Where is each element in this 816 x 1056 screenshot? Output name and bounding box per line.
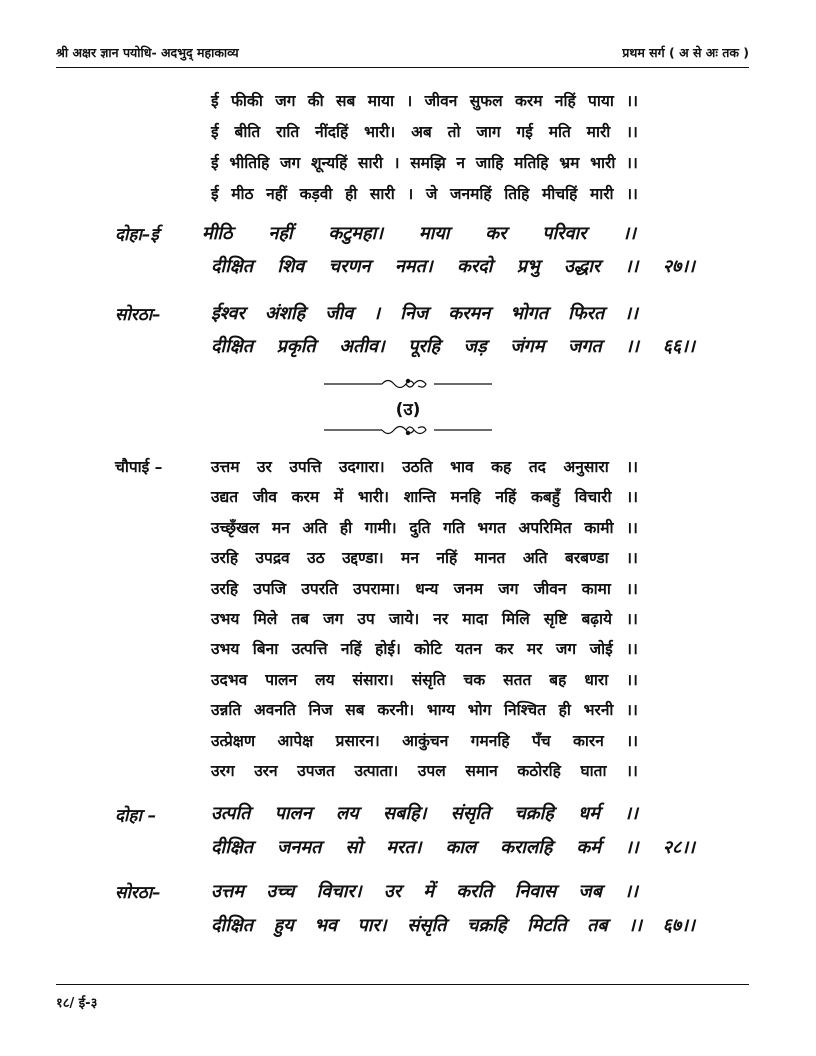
chaupai-line: उभय बिना उत्पत्ति नहिं होई। कोटि यतन कर मर जग जोई ।। <box>211 640 638 659</box>
soratha2-line: उत्तम उच्च विचार। उर में करति निवास जब ।। <box>211 881 638 902</box>
doha1-label: दोहा–ई <box>115 225 159 245</box>
doha1-line: मीठि नहीं कटुमहा। माया कर परिवार ।। <box>202 223 636 244</box>
ornament-divider-top <box>320 376 496 392</box>
ornament-divider-bottom <box>320 422 496 438</box>
top-chaupai-line: ई मीठ नहीं कड़वी ही सारी । जे जनमहिं तिहि मीचहिं मारी ।। <box>211 185 638 203</box>
chaupai-line: उच्छृँखल मन अति ही गामी। दुति गति भगत अपरिमित कामी ।। <box>211 518 638 537</box>
soratha1-line: ईश्वर अंशहि जीव । निज करमन भोगत फिरत ।। <box>211 303 638 324</box>
chapter-title: प्रथम सर्ग ( अ से अः तक ) <box>622 45 749 60</box>
doha2-label: दोहा – <box>115 806 157 826</box>
doha2-line: उत्पति पालन लय सबहि। संसृति चक्रहि धर्म ।। <box>211 803 638 824</box>
chaupai-line: उत्प्रेक्षण आपेक्ष प्रसारन। आकुंचन गमनहि पँच कारन ।। <box>211 731 638 750</box>
soratha1-label: सोरठा– <box>115 305 161 325</box>
header-rule <box>56 67 749 68</box>
chaupai-line: उदभव पालन लय संसारा। संसृति चक सतत बह धारा ।। <box>211 670 638 689</box>
chaupai-line: उरहि उपद्रव उठ उद्दण्डा। मन नहिं मानत अति बरबण्डा ।। <box>211 549 638 568</box>
chaupai-line: उन्नति अवनति निज सब करनी। भाग्य भोग निश्चित ही भरनी ।। <box>211 701 638 720</box>
doha1-line: दीक्षित शिव चरणन नमत। करदो प्रभु उद्धार ।। २७।। <box>211 256 695 277</box>
chaupai-line: उत्तम उर उपत्ति उदगारा। उठति भाव कह तद अनुसारा ।। <box>211 458 638 476</box>
chaupai-line: उरहि उपजि उपरति उपरामा। धन्य जनम जग जीवन कामा ।। <box>211 579 638 598</box>
soratha1-line: दीक्षित प्रकृति अतीव। पूरहि जड़ जंगम जगत ।। ६६।। <box>211 336 695 357</box>
doha2-line: दीक्षित जनमत सो मरत। काल करालहि कर्म ।। २८।। <box>211 837 695 858</box>
chaupai-label: चौपाई – <box>115 458 163 476</box>
book-title: श्री अक्षर ज्ञान पयोधि- अदभुद् महाकाव्य <box>56 45 239 60</box>
footer-rule <box>56 984 749 985</box>
top-chaupai-line: ई बीति राति नींदहिं भारी। अब तो जाग गई मति मारी ।। <box>211 123 638 141</box>
chaupai-line: उद्यत जीव करम में भारी। शान्ति मनहि नहिं कबहुँ विचारी ।। <box>211 488 638 507</box>
chaupai-line: उरग उरन उपजत उत्पाता। उपल समान कठोरहि घाता ।। <box>211 762 638 780</box>
soratha2-line: दीक्षित हुय भव पार। संसृति चक्रहि मिटति तब ।। ६७।। <box>211 915 695 936</box>
top-chaupai-line: ई भीतिहि जग शून्यहिं सारी । समझि न जाहि मतिहि भ्रम भारी ।। <box>211 154 638 172</box>
soratha2-label: सोरठा– <box>115 883 161 903</box>
chaupai-line: उभय मिले तब जग उप जाये। नर मादा मिलि सृष्टि बढ़ाये ।। <box>211 610 638 628</box>
section-mark: (उ) <box>395 400 421 420</box>
page-number: १८/ ई-३ <box>56 996 98 1011</box>
top-chaupai-line: ई फीकी जग की सब माया । जीवन सुफल करम नहिं पाया ।। <box>211 92 638 110</box>
